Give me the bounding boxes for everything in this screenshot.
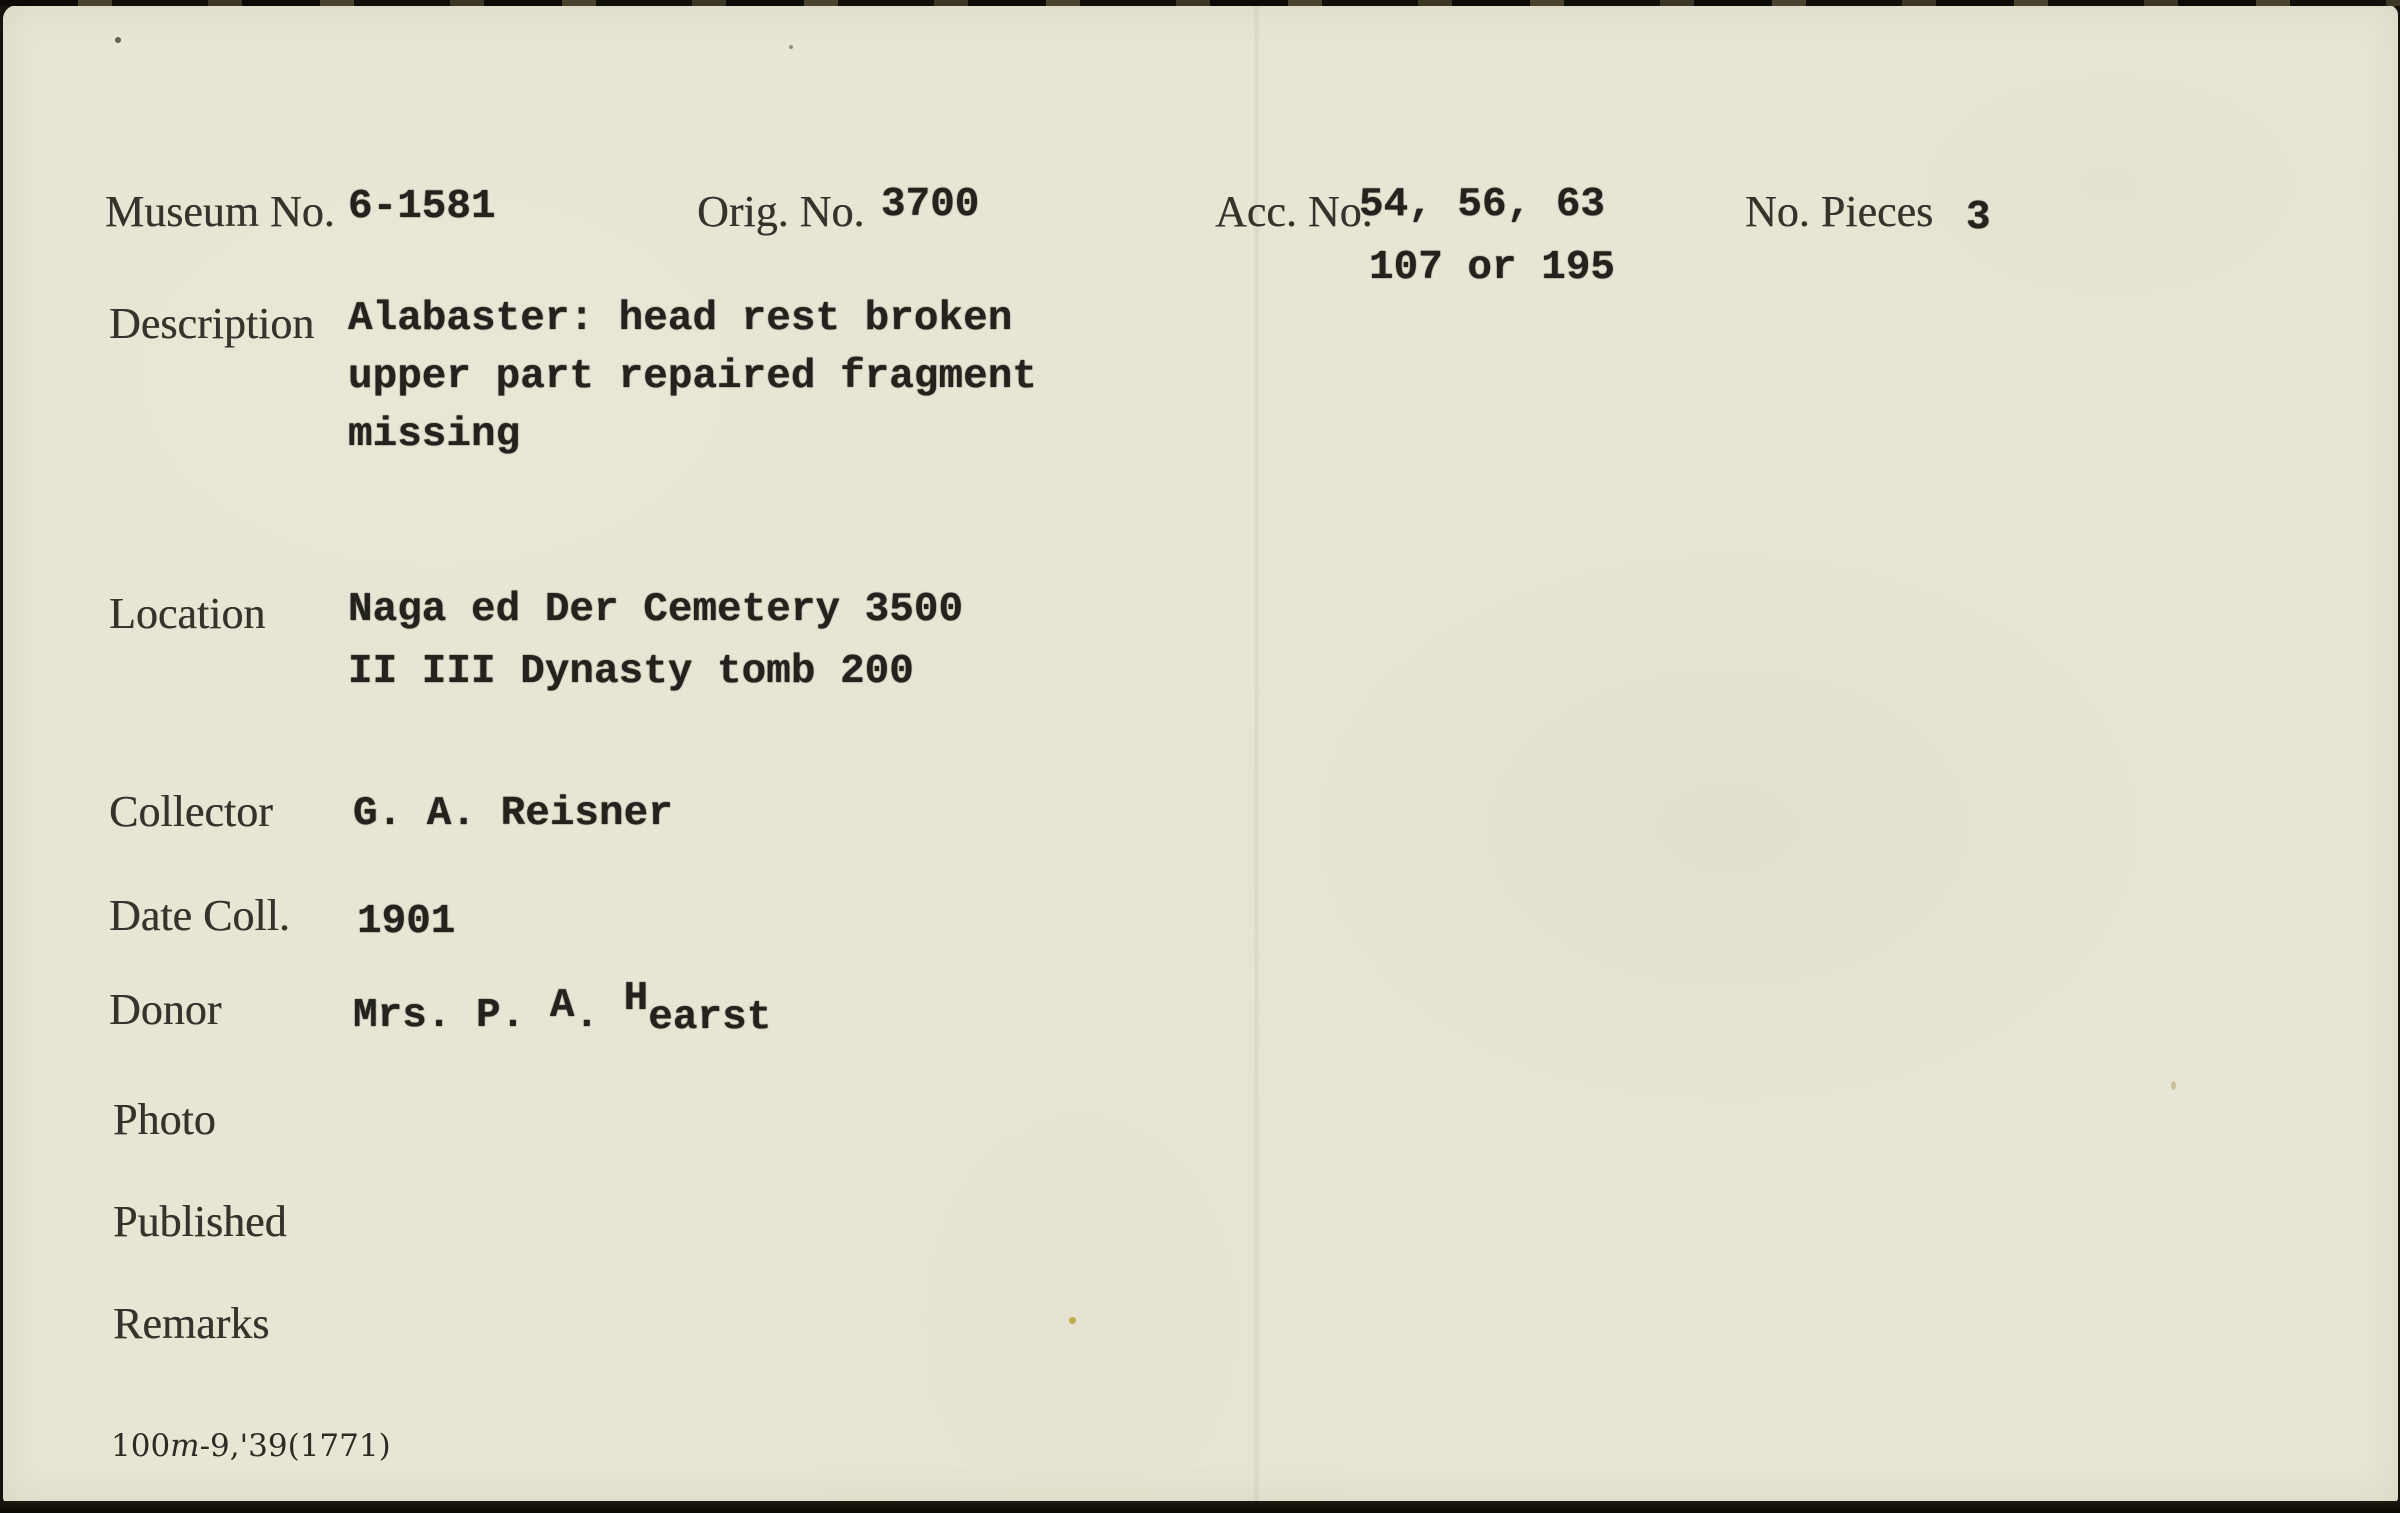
description-label: Description (109, 299, 315, 348)
museum-no-label: Museum No. (105, 187, 335, 236)
scanner-edge-top (0, 0, 2400, 6)
orig-no-value: 3700 (881, 182, 980, 228)
date-coll-value: 1901 (357, 899, 456, 945)
published-label: Published (113, 1197, 287, 1246)
scanner-edge-bottom (0, 1501, 2400, 1513)
donor-value-part-2: earst (648, 995, 772, 1041)
paper-speck (789, 45, 793, 49)
catalog-card (3, 5, 2398, 1502)
description-line-2: upper part repaired fragment (348, 354, 1037, 400)
photo-label: Photo (113, 1095, 216, 1144)
museum-no-value: 6-1581 (348, 184, 496, 230)
collector-value: G. A. Reisner (353, 791, 673, 837)
location-line-2: II III Dynasty tomb 200 (348, 649, 914, 695)
form-print-code-part-2: -9,'39(1771) (199, 1428, 391, 1464)
donor-value-part-mid: . (574, 993, 624, 1039)
donor-value (353, 976, 772, 1041)
donor-value-part-1: Mrs. P. (353, 993, 550, 1039)
description-line-3: missing (348, 412, 521, 458)
form-print-code-italic-m: m (170, 1428, 200, 1464)
paper-speck (1069, 1317, 1076, 1324)
location-label: Location (109, 589, 266, 638)
acc-no-value-line2: 107 or 195 (1369, 245, 1616, 291)
description-line-1: Alabaster: head rest broken (348, 296, 1013, 342)
acc-no-label: Acc. No. (1215, 187, 1373, 236)
donor-value-superscript-h: H (623, 976, 649, 1022)
form-print-code (111, 1429, 391, 1463)
no-pieces-label: No. Pieces (1745, 187, 1934, 236)
collector-label: Collector (109, 787, 273, 836)
date-coll-label: Date Coll. (109, 891, 290, 940)
remarks-label: Remarks (113, 1299, 270, 1348)
donor-label: Donor (109, 985, 222, 1034)
location-line-1: Naga ed Der Cemetery 3500 (348, 587, 964, 633)
no-pieces-value: 3 (1966, 195, 1991, 241)
orig-no-label: Orig. No. (697, 187, 865, 236)
paper-speck (115, 37, 121, 43)
paper-speck (2171, 1081, 2176, 1090)
acc-no-value-line1: 54, 56, 63 (1359, 182, 1606, 228)
form-print-code-part-1: 100 (111, 1428, 171, 1464)
donor-value-superscript-a: A (549, 983, 575, 1029)
